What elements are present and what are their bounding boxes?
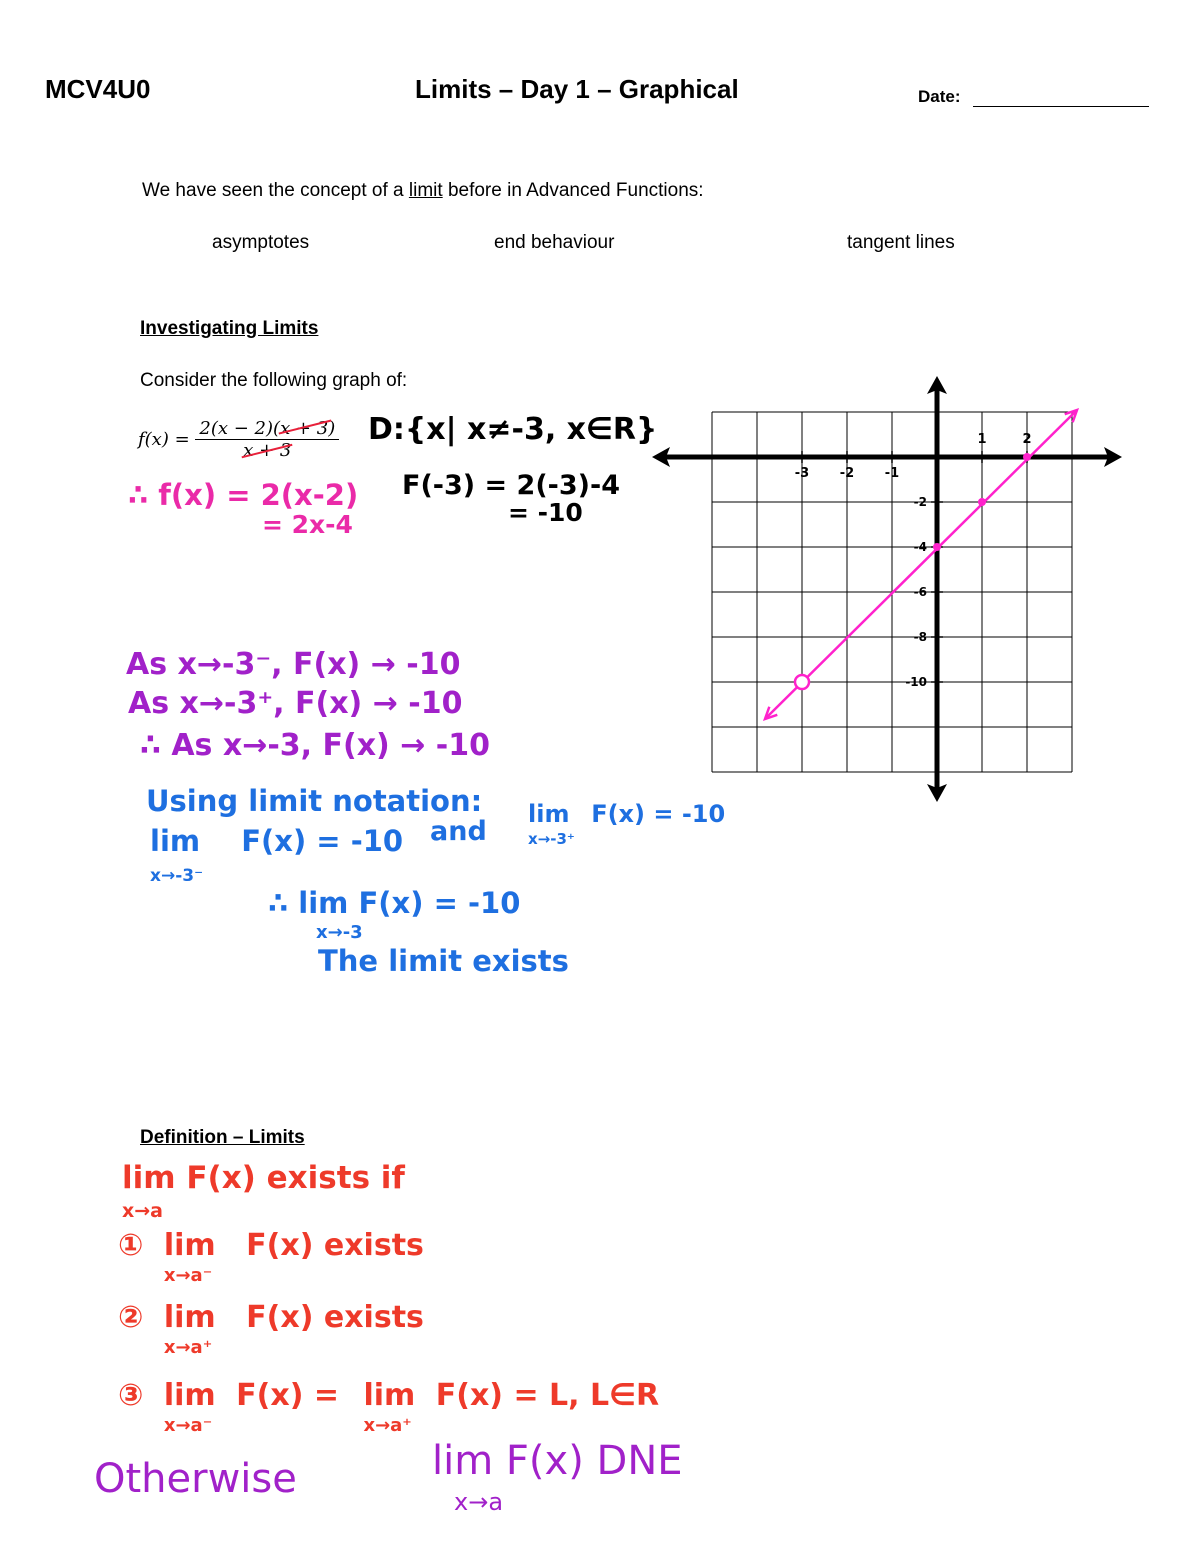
lim-left (150, 824, 403, 886)
y-tick-label: -6 (913, 585, 927, 599)
line-point (1023, 453, 1031, 461)
cond3-expression-b: F(x) = L, L∈R (435, 1378, 660, 1413)
y-tick-label: -4 (913, 540, 927, 554)
left-limit-note: As x→-3⁻, F(x) → -10 (126, 647, 461, 682)
line-point (978, 498, 986, 506)
line-point (933, 543, 941, 551)
item-tangent-lines: tangent lines (847, 232, 955, 253)
investigating-heading: Investigating Limits (140, 318, 319, 339)
lim-left-expression: F(x) = -10 (241, 824, 404, 858)
cond3-op-a (164, 1378, 216, 1436)
cond2-lim: lim (163, 1300, 216, 1335)
cond3-subscript-b: x→a⁺ (363, 1415, 412, 1436)
definition-heading: Definition – Limits (140, 1127, 305, 1148)
cond3-lim-b: lim (363, 1378, 416, 1413)
intro-sentence (142, 180, 704, 202)
cond3-lim-a: lim (163, 1378, 216, 1413)
hole-point (795, 675, 809, 689)
limit-exists-note: The limit exists (318, 944, 569, 978)
numerator-cancelled (280, 418, 328, 439)
function-graph (640, 370, 1130, 810)
function-numerator (195, 418, 339, 440)
x-tick-label: -1 (884, 466, 900, 481)
cond1-subscript: x→a⁻ (163, 1265, 213, 1286)
function-lhs: f(x) = (138, 429, 190, 450)
conclusion-subscript: x→-3 (316, 922, 363, 943)
function-denominator (239, 440, 295, 461)
intro-text-a: We have seen the concept of a (142, 180, 409, 201)
y-tick-label: -2 (913, 495, 927, 509)
cond2-number: ② (118, 1300, 144, 1335)
numerator-part-b: x + 3 (280, 418, 329, 439)
page-title: Limits – Day 1 – Graphical (415, 74, 739, 104)
lim-right-expression: F(x) = -10 (591, 800, 726, 828)
def-condition-3 (118, 1378, 659, 1436)
both-limit-note: ∴ As x→-3, F(x) → -10 (140, 728, 490, 763)
date-field (918, 86, 1149, 107)
conclusion-expression: ∴ lim F(x) = -10 (268, 886, 521, 920)
simplified-line-1: ∴ f(x) = 2(x-2) (128, 478, 359, 512)
and-word: and (430, 816, 487, 847)
def-main-subscript: x→a (122, 1200, 163, 1222)
eval-line-2: = -10 (508, 498, 583, 527)
dne-expression: lim F(x) DNE (432, 1438, 683, 1484)
using-notation: Using limit notation: (146, 784, 483, 818)
item-end-behaviour: end behaviour (494, 232, 615, 253)
item-asymptotes: asymptotes (212, 232, 310, 253)
conclusion-limit (268, 886, 520, 943)
cond1-number: ① (118, 1228, 144, 1263)
def-condition-1 (118, 1228, 424, 1286)
function-definition (138, 418, 339, 461)
course-code: MCV4U0 (45, 74, 151, 104)
simplified-line-2: = 2x-4 (262, 510, 353, 539)
domain-note: D:{x| x≠-3, x∈R} (368, 412, 658, 447)
cond3-expression-a: F(x) = (236, 1378, 339, 1413)
graph-axes (652, 376, 1122, 802)
lim-left-subscript: x→-3⁻ (150, 866, 204, 886)
right-limit-note: As x→-3⁺, F(x) → -10 (128, 686, 463, 721)
cond1-op (164, 1228, 216, 1286)
cond1-expression: F(x) exists (246, 1228, 424, 1263)
x-tick-label: 2 (1022, 432, 1032, 447)
consider-text: Consider the following graph of: (140, 370, 408, 391)
lim-right-word: lim (528, 800, 570, 828)
denominator-text: x + 3 (243, 440, 292, 461)
x-tick-label: -2 (839, 466, 855, 481)
cond3-number: ③ (118, 1378, 144, 1413)
dne-subscript: x→a (454, 1488, 504, 1516)
date-label: Date: (918, 87, 961, 106)
numerator-part-a: 2(x − 2)( (199, 418, 281, 439)
otherwise-note: Otherwise (94, 1456, 297, 1502)
y-tick-label: -8 (913, 630, 927, 644)
def-main-expression: lim F(x) exists if (122, 1160, 405, 1196)
lim-right-subscript: x→-3⁺ (528, 830, 575, 848)
cond2-subscript: x→a⁺ (163, 1337, 213, 1358)
def-condition-2 (118, 1300, 424, 1358)
cond2-expression: F(x) exists (246, 1300, 424, 1335)
cond3-op-b (363, 1378, 415, 1436)
cond2-op (164, 1300, 216, 1358)
cond1-lim: lim (163, 1228, 216, 1263)
date-line (973, 86, 1149, 107)
limit-word: limit (408, 180, 443, 201)
eval-line-1: F(-3) = 2(-3)-4 (402, 470, 620, 501)
def-main (122, 1160, 405, 1222)
x-tick-label: 1 (977, 432, 987, 447)
y-tick-label: -10 (905, 675, 927, 689)
cond3-subscript-a: x→a⁻ (163, 1415, 213, 1436)
function-fraction (195, 418, 339, 461)
lim-left-word: lim (150, 824, 201, 858)
x-tick-label: -3 (794, 466, 810, 481)
graph-ticks (795, 432, 1032, 689)
lim-right-op (528, 800, 575, 848)
lim-left-op (150, 824, 203, 886)
dne-note (432, 1438, 683, 1516)
intro-text-b: before in Advanced Functions: (442, 180, 704, 201)
numerator-part-c: ) (328, 418, 336, 439)
